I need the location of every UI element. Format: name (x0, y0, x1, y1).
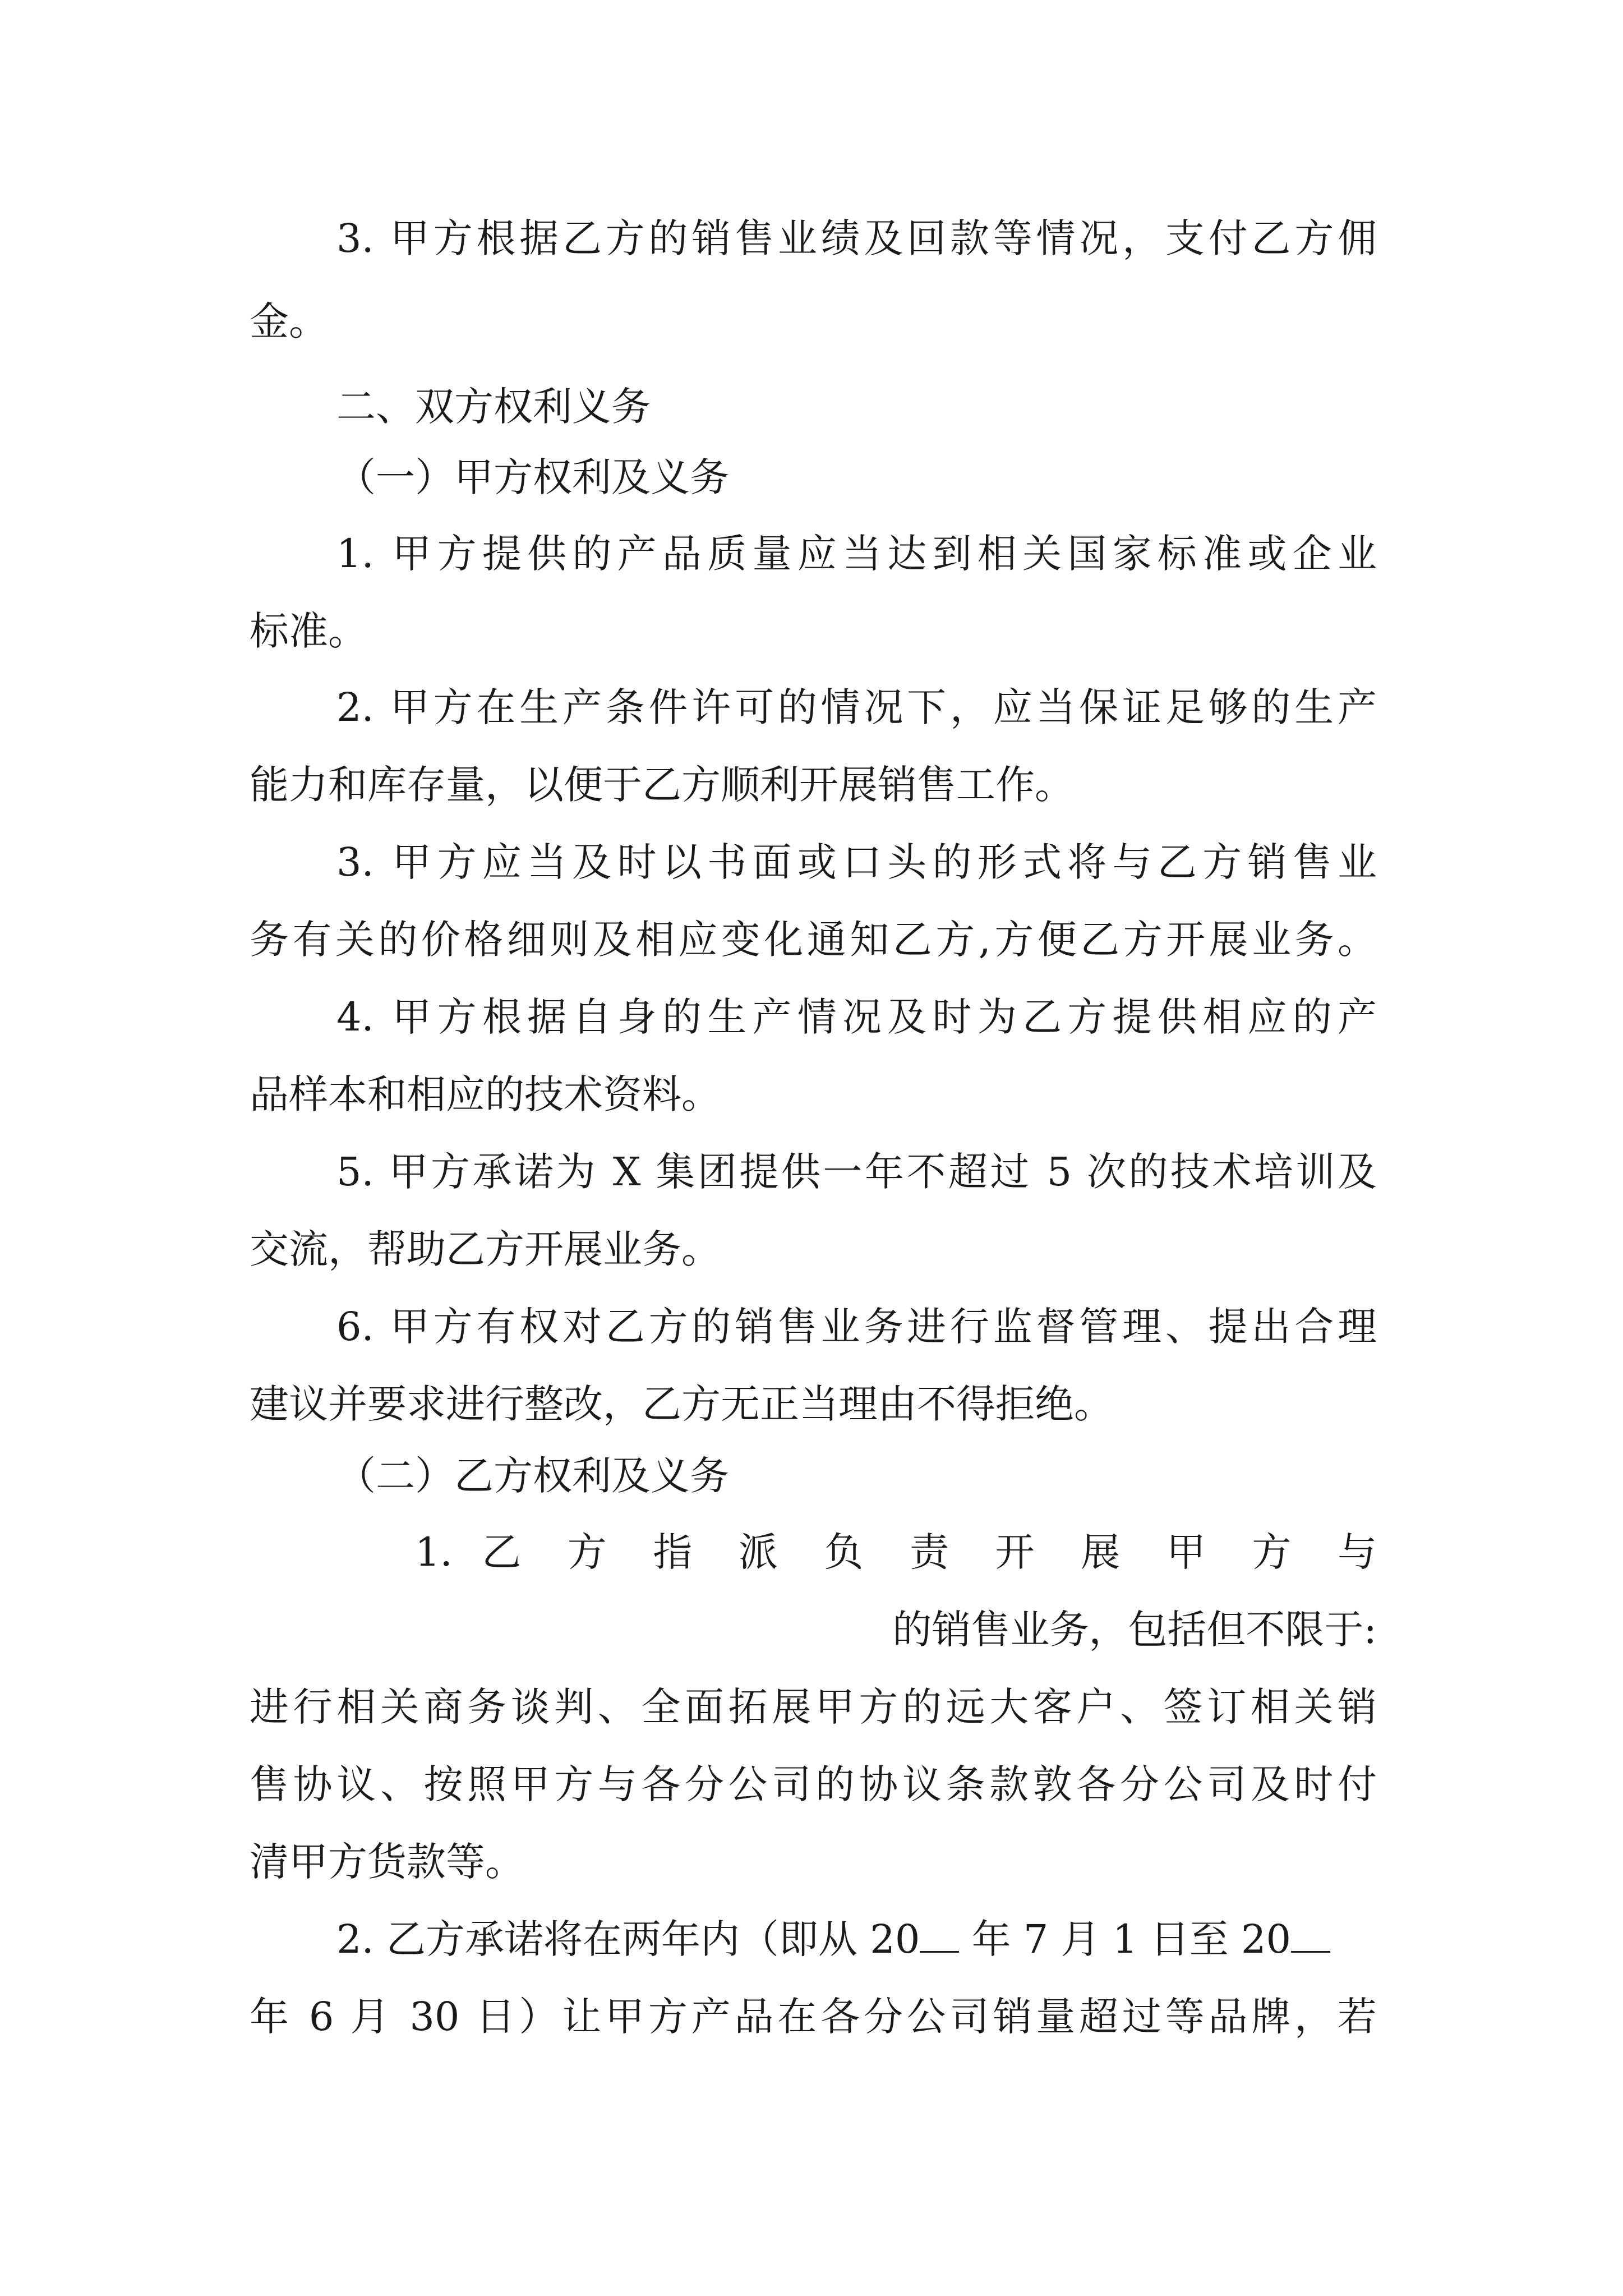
clause-1-3-line-2: 金。 (250, 298, 328, 344)
clause-1-3-line-1: 3. 甲方根据乙方的销售业绩及回款等情况，支付乙方佣 (336, 215, 1377, 261)
clause-a-6-line-1: 6. 甲方有权对乙方的销售业务进行监督管理、提出合理 (336, 1304, 1377, 1350)
clause-a-3-line-2: 务有关的价格细则及相应变化通知乙方,方便乙方开展业务。 (250, 917, 1377, 963)
clause-b-2-line-2: 年 6 月 30 日）让甲方产品在各分公司销量超过等品牌，若 (250, 1994, 1377, 2040)
clause-b-1-line-3: 进行相关商务谈判、全面拓展甲方的远大客户、签订相关销 (250, 1684, 1377, 1730)
subsection-a-heading: （一）甲方权利及义务 (336, 454, 729, 500)
clause-b-1-line-2: 的销售业务，包括但不限于: (892, 1607, 1377, 1653)
clause-a-6-line-2: 建议并要求进行整改，乙方无正当理由不得拒绝。 (250, 1381, 1113, 1427)
clause-b-1-line-5: 清甲方货款等。 (250, 1839, 524, 1885)
clause-b-2-text-part2: 年 7 月 1 日至 20 (971, 1916, 1292, 1962)
clause-a-4-line-1: 4. 甲方根据自身的生产情况及时为乙方提供相应的产 (336, 994, 1377, 1040)
subsection-b-heading: （二）乙方权利及义务 (336, 1453, 729, 1499)
clause-a-2-line-1: 2. 甲方在生产条件许可的情况下，应当保证足够的生产 (336, 684, 1377, 730)
clause-a-4-line-2: 品样本和相应的技术资料。 (250, 1071, 721, 1117)
clause-b-2-text-part1: 2. 乙方承诺将在两年内（即从 20 (336, 1916, 920, 1962)
clause-b-1-line-1: 1. 乙 方 指 派 负 责 开 展 甲 方 与 (415, 1529, 1377, 1575)
clause-a-2-line-2: 能力和库存量，以便于乙方顺利开展销售工作。 (250, 762, 1074, 808)
clause-b-1-line-4: 售协议、按照甲方与各分公司的协议条款敦各分公司及时付 (250, 1761, 1377, 1807)
clause-a-5-line-1: 5. 甲方承诺为 X 集团提供一年不超过 5 次的技术培训及 (336, 1149, 1377, 1195)
section-2-heading: 二、双方权利义务 (336, 384, 651, 430)
clause-a-1-line-2: 标准。 (250, 608, 367, 654)
year-blank-1 (920, 1920, 959, 1953)
year-blank-2 (1291, 1920, 1330, 1953)
clause-a-3-line-1: 3. 甲方应当及时以书面或口头的形式将与乙方销售业 (336, 839, 1377, 885)
clause-a-5-line-2: 交流，帮助乙方开展业务。 (250, 1226, 721, 1272)
clause-b-2-line-1 (336, 1916, 1377, 1962)
clause-a-1-line-1: 1. 甲方提供的产品质量应当达到相关国家标准或企业 (336, 531, 1377, 577)
